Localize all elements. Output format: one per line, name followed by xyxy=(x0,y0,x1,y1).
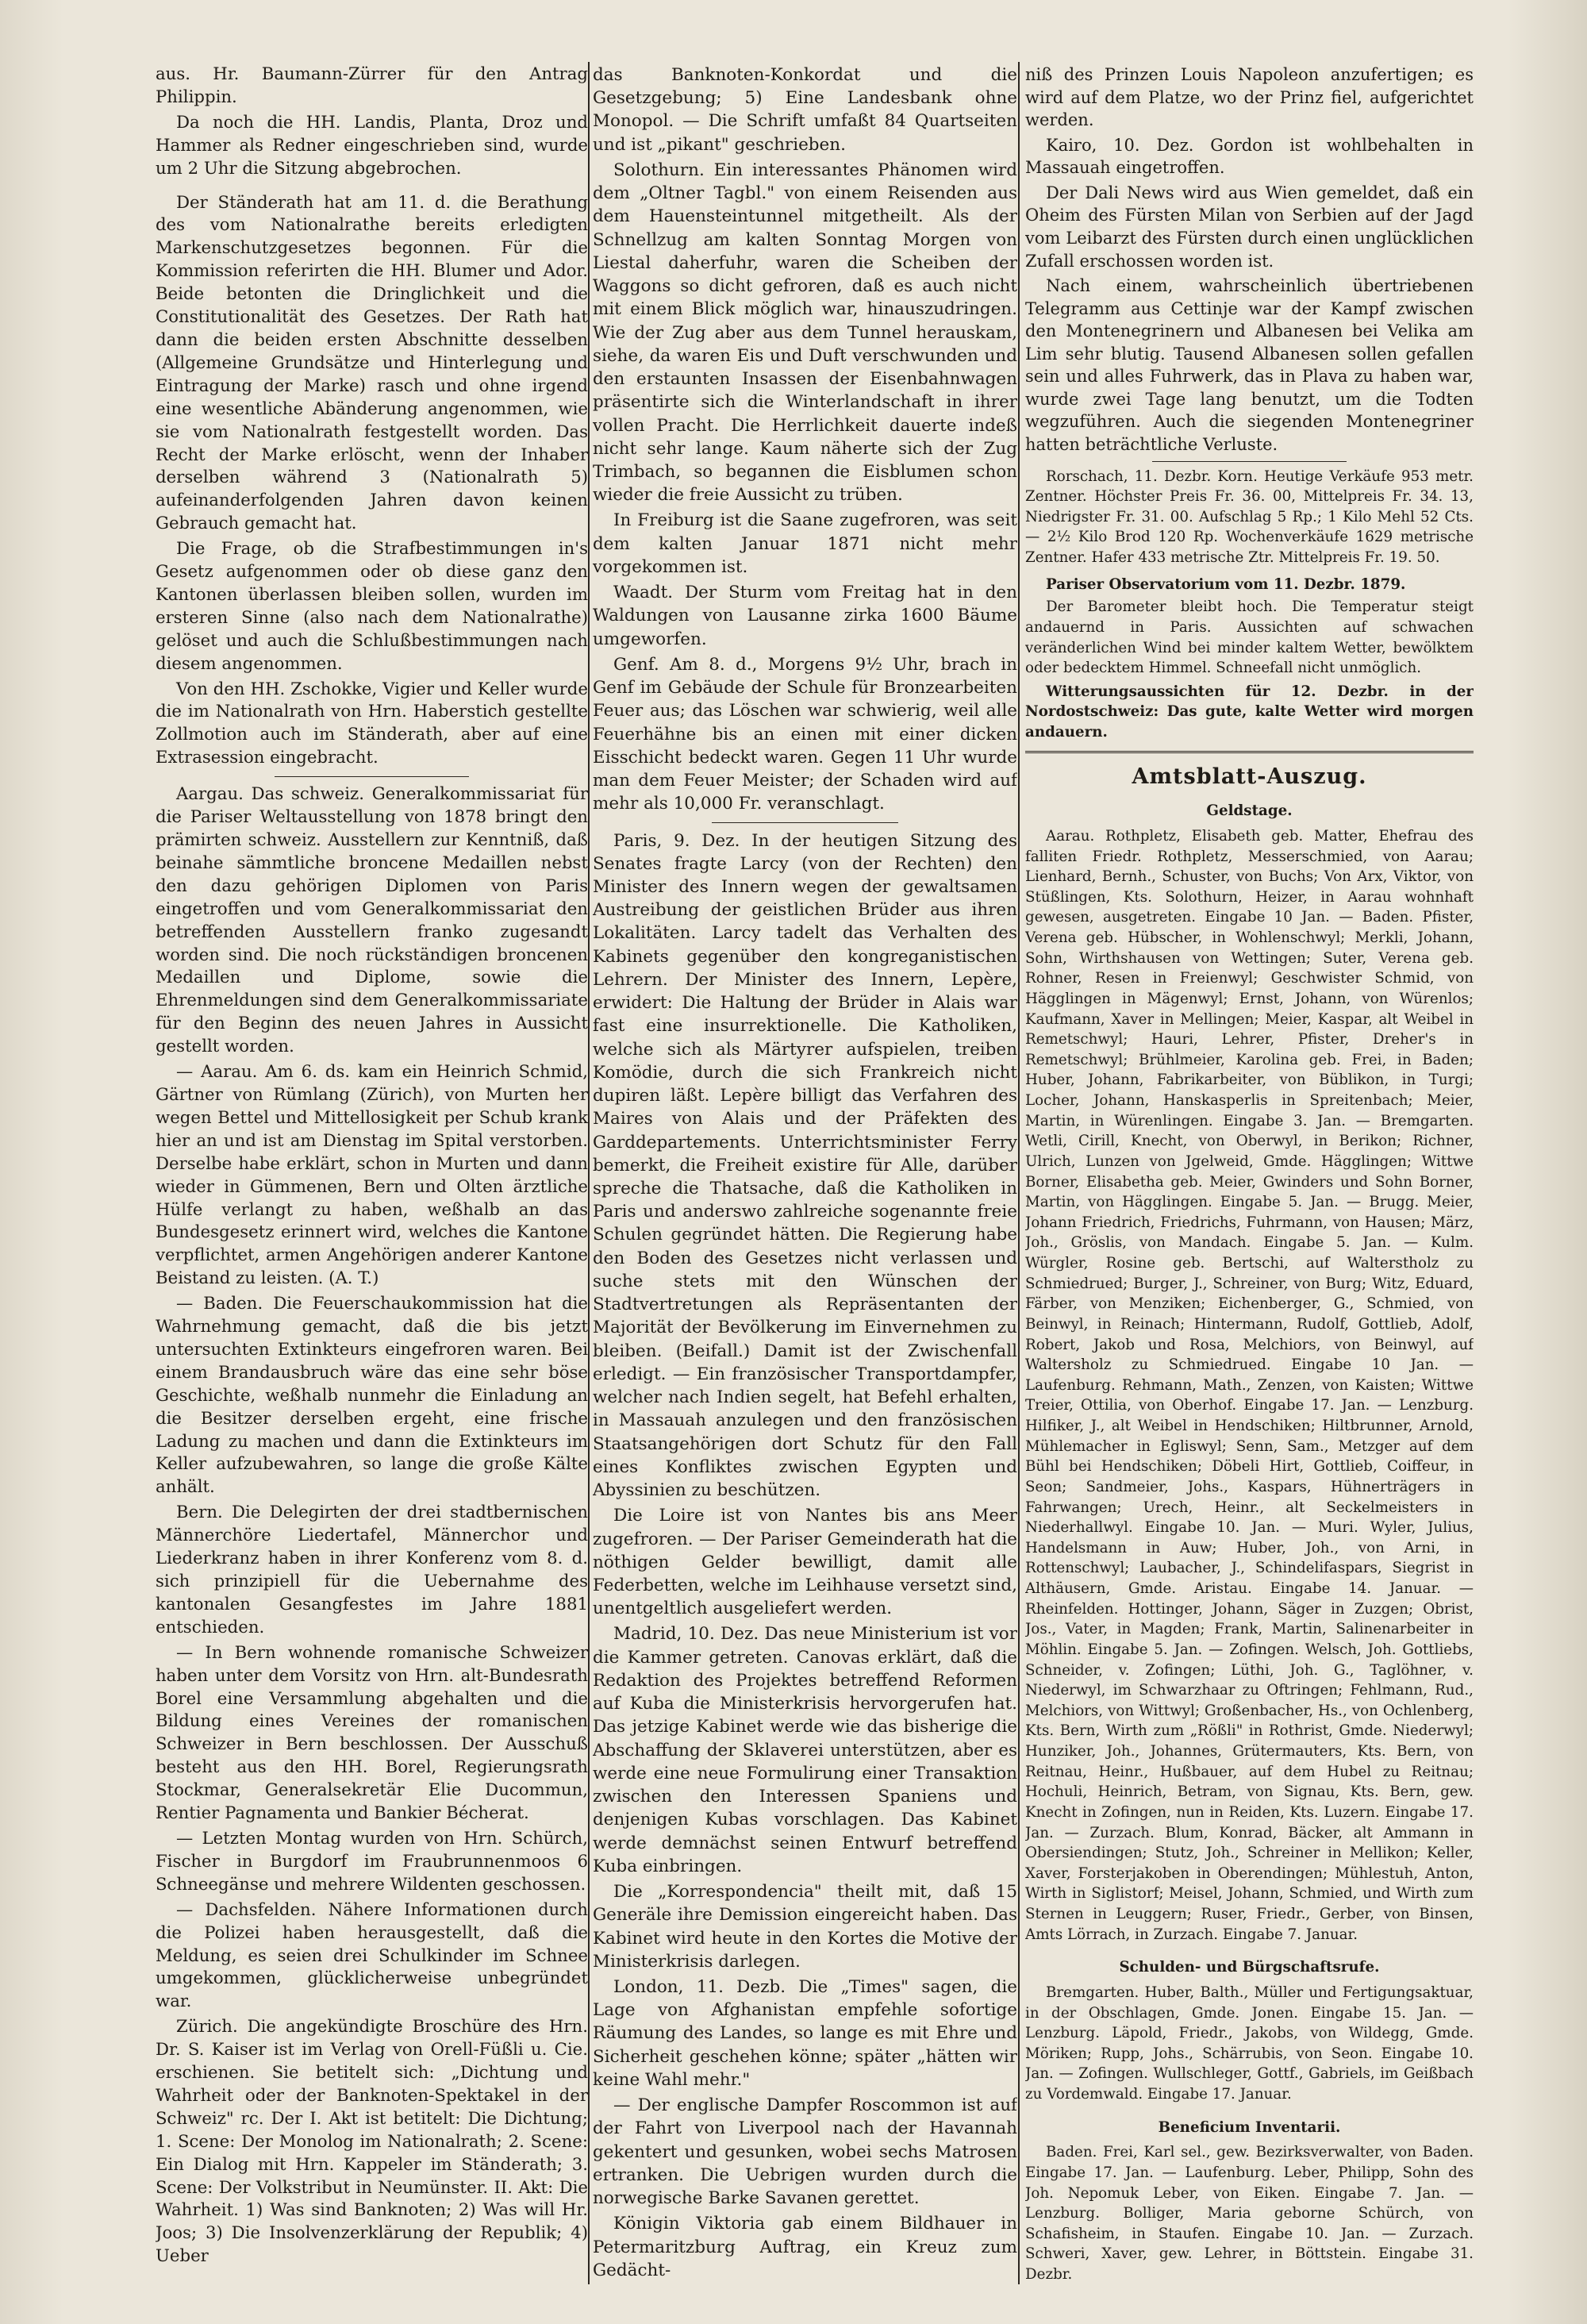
section-divider xyxy=(1025,751,1474,753)
section-divider xyxy=(712,822,898,823)
geldstage-title: Geldstage. xyxy=(1206,802,1293,820)
article-text: Bern. Die Delegirten der drei stadtbernischen Männerchöre Liedertafel, Männerchor und Liederkranz haben in ihrer Konferenz vom 8. d. sich prinzipiell für die Uebernahme des kantonalen Gesangfestes im Jahre 1881 entschieden. xyxy=(156,1503,588,1637)
article-text: Genf. Am 8. d., Morgens 9½ Uhr, brach in Genf im Gebäude der Schule für Bronzearbeiten Feuer aus; das Löschen war schwierig, weil alle Feuerhähne bis an einen mit einer dicken Eisschicht bedeckt waren. Gegen 11 Uhr wurde man dem Feuer Meister; der Schaden wird auf mehr als 10,000 Fr. veranschlagt. xyxy=(593,654,1017,814)
beneficium-text: Baden. Frei, Karl sel., gew. Bezirksverwalter, von Baden. Eingabe 17. Jan. — Laufenburg. Leber, Philipp, Sohn des Joh. Nepomuk Leber, von Eiken. Eingabe 7. Jan. — Lenzburg. Bolliger, Maria geborne Schürch, von Schafisheim, in Staufen. Eingabe 10. Jan. — Zurzach. Schweri, Xaver, gew. Lehrer, in Böttstein. Eingabe 31. Dezbr. xyxy=(1025,2144,1474,2283)
article-text: Solothurn. Ein interessantes Phänomen wird dem „Oltner Tagbl." von einem Reisenden aus dem Hauensteintunnel mitgetheilt. Als der Schnellzug am kalten Sonntag Morgen von Liestal daherfuhr, waren die Scheiben der Waggons so dicht gefroren, daß es auch nicht mit einem Blick möglich war, hinauszudringen. Wie der Zug aber aus dem Tunnel herauskam, siehe, da waren Eis und Duft verschwunden und den erstaunten Insassen der Eisenbahnwagen präsentirte sich die Winterlandschaft in ihrer vollen Pracht. Die Herrlichkeit dauerte indeß nicht sehr lange. Kaum näherte sich der Zug Trimbach, so begannen die Eisblumen schon wieder die freie Aussicht zu trüben. xyxy=(593,160,1017,506)
article-text: Von den HH. Zschokke, Vigier und Keller wurde die im Nationalrath von Hrn. Haberstich gestellte Zollmotion auch im Ständerath, aber auf eine Extrasession eingebracht. xyxy=(156,679,588,768)
beneficium-title: Beneficium Inventarii. xyxy=(1158,2118,1341,2136)
weather-forecast: Witterungsaussichten für 12. Dezbr. in der Nordostschweiz: Das gute, kalte Wetter wird morgen andauern. xyxy=(1025,683,1474,741)
article-text: aus. Hr. Baumann-Zürrer für den Antrag Philippin. xyxy=(156,64,588,107)
article-text: — Der englische Dampfer Roscommon ist auf der Fahrt von Liverpool nach der Havannah gekentert und gesunken, wobei sechs Matrosen ertranken. Die Uebrigen wurden durch die norwegische Barke Savanen gerettet. xyxy=(593,2095,1017,2209)
article-text: Nach einem, wahrscheinlich übertriebenen Telegramm aus Cettinje war der Kampf zwischen den Montenegrinern und Albanesen bei Velika am Lim sehr blutig. Tausend Albanesen sollen gefallen sein und alles Fuhrwerk, das in Plava zu haben war, wurde zwei Tage lang benutzt, um die Todten wegzuführen. Auch die siegenden Montenegriner hatten beträchtliche Verluste. xyxy=(1025,276,1474,454)
amtsblatt-title: Amtsblatt-Auszug. xyxy=(1132,764,1367,789)
article-text: Zürich. Die angekündigte Broschüre des Hrn. Dr. S. Kaiser ist im Verlag von Orell-Füßli u. Cie. erschienen. Sie betitelt sich: „Dichtung und Wahrheit oder der Banknoten-Spektakel in der Schweiz" rc. Der I. Akt ist betitelt: Die Dichtung; 1. Scene: Der Monolog im Nationalrath; 2. Scene: Ein Dialog mit Hrn. Kappeler im Ständerath; 3. Scene: Der Volkstribut in Neumünster. II. Akt: Die Wahrheit. 1) Was sind Banknoten; 2) Was will Hr. Joos; 3) Die Insolvenzerklärung der Republik; 4) Ueber xyxy=(156,2017,588,2267)
article-text: Waadt. Der Sturm vom Freitag hat in den Waldungen von Lausanne zirka 1600 Bäume umgeworfen. xyxy=(593,583,1017,649)
article-text: Die Loire ist von Nantes bis ans Meer zugefroren. — Der Pariser Gemeinderath hat die nöthigen Gelder bewilligt, damit alle Federbetten, welche im Leihhause versetzt sind, unentgeltlich ausgeliefert werden. xyxy=(593,1506,1017,1619)
section-divider xyxy=(275,776,469,777)
article-text: London, 11. Dezb. Die „Times" sagen, die Lage von Afghanistan empfehle sofortige Räumung des Landes, so lange es mit Ehre und Sicherheit geschehen könne; später „hätten wir keine Wahl mehr." xyxy=(593,1976,1017,2090)
observatory-report: Der Barometer bleibt hoch. Die Temperatur steigt andauernd in Paris. Aussichten auf schwachen veränderlichen Wind bei minder kaltem Wetter, bewölktem oder bedecktem Himmel. Schneefall nicht unmöglich. xyxy=(1025,598,1474,677)
market-report: Rorschach, 11. Dezbr. Korn. Heutige Verkäufe 953 metr. Zentner. Höchster Preis Fr. 36. 00, Mittelpreis Fr. 34. 13, Niedrigster Fr. 31. 00. Aufschlag 5 Rp.; 1 Kilo Mehl 52 Cts. — 2½ Kilo Brod 120 Rp. Wochenverkäufe 1629 metrische Zentner. Hafer 433 metrische Ztr. Mittelpreis Fr. 19. 50. xyxy=(1025,467,1474,567)
article-text: In Freiburg ist die Saane zugefroren, was seit dem kalten Januar 1871 nicht mehr vorgekommen ist. xyxy=(593,510,1017,577)
article-text: Aargau. Das schweiz. Generalkommissariat für die Pariser Weltausstellung von 1878 bringt den prämirten schweiz. Ausstellern zur Kenntniß, daß beinahe sämmtliche broncene Medaillen nebst den dazu gehörigen Diplomen von Paris eingetroffen und vom Generalkommissariat den betreffenden Ausstellern franko zugesandt worden sind. Die noch rückständigen broncenen Medaillen und Diplome, sowie die Ehrenmeldungen sind dem Generalkommissariate für den Beginn des neuen Jahres in Aussicht gestellt worden. xyxy=(156,784,588,1057)
schulden-title: Schulden- und Bürgschaftsrufe. xyxy=(1119,1959,1380,1976)
article-text: niß des Prinzen Louis Napoleon anzufertigen; es wird auf dem Platze, wo der Prinz fiel, aufgerichtet werden. xyxy=(1025,65,1474,130)
article-text: Paris, 9. Dez. In der heutigen Sitzung des Senates fragte Larcy (von der Rechten) den Minister des Innern wegen der gewaltsamen Austreibung der geistlichen Brüder aus ihren Lokalitäten. Larcy tadelt das Verhalten des Kabinets gegenüber den kongreganistischen Lehrern. Der Minister des Innern, Lepère, erwidert: Die Haltung der Brüder in Alais war fast eine insurrektionelle. Die Katholiken, welche sich als Märtyrer aufspielen, treiben Komödie, durch die sich Frankreich nicht dupiren läßt. Lepère billigt das Verfahren des Maires von Alais und der Präfekten des Garddepartements. Unterrichtsminister Ferry bemerkt, die Freiheit existire für Alle, darüber spreche die Thatsache, daß die Katholiken in Paris und anderswo zahlreiche sogenannte freie Schulen gegründet hätten. Die Regierung habe den Boden des Gesetzes nicht verlassen und suche stets mit den Wünschen der Stadtvertretungen als Repräsentanten der Majorität der Bevölkerung im Einvernehmen zu bleiben. (Beifall.) Damit ist der Zwischenfall erledigt. — Ein französischer Transportdampfer, welcher nach Indien segelt, hat Befehl erhalten, in Massauah anzulegen und den französischen Staatsangehörigen dort Schutz für den Fall eines Konfliktes zwischen Egypten und Abyssinien zu beschützen. xyxy=(593,830,1017,1501)
article-text: Der Dali News wird aus Wien gemeldet, daß ein Oheim des Fürsten Milan von Serbien auf der Jagd vom Leibarzt des Fürsten durch einen unglücklichen Zufall erschossen worden ist. xyxy=(1025,183,1474,271)
column-rule xyxy=(1018,62,1020,2284)
article-text: Königin Viktoria gab einem Bildhauer in Petermaritzburg Auftrag, ein Kreuz zum Gedächt- xyxy=(593,2214,1017,2280)
article-text: — Baden. Die Feuerschaukommission hat die Wahrnehmung gemacht, daß die bis jetzt untersuchten Extinkteurs eingefroren waren. Bei einem Brandausbruch wäre das eine sehr böse Geschichte, weßhalb nunmehr die Einladung an die Besitzer derselben ergeht, eine frische Ladung zu machen und dann die Extinkteurs im Keller aufzubewahren, so lange die große Kälte anhält. xyxy=(156,1294,588,1498)
column-1 xyxy=(156,63,588,2310)
article-text: — In Bern wohnende romanische Schweizer haben unter dem Vorsitz von Hrn. alt-Bundesrath Borel eine Versammlung abgehalten und die Bildung eines Vereines der romanischen Schweizer in Bern beschlossen. Der Ausschuß besteht aus den HH. Borel, Regierungsrath Stockmar, Generalsekretär Elie Ducommun, Rentier Pagnamenta und Bankier Bécherat. xyxy=(156,1642,588,1824)
section-divider xyxy=(1152,461,1347,462)
column-2 xyxy=(593,63,1017,2310)
observatory-title: Pariser Observatorium vom 11. Dezbr. 1879. xyxy=(1046,575,1406,593)
article-text: das Banknoten-Konkordat und die Gesetzgebung; 5) Eine Landesbank ohne Monopol. — Die Schrift umfaßt 84 Quartseiten und ist „pikant" geschrieben. xyxy=(593,65,1017,155)
article-text: — Aarau. Am 6. ds. kam ein Heinrich Schmid, Gärtner von Rümlang (Zürich), von Murten her wegen Bettel und Mittellosigkeit per Schub krank hier an und ist am Dienstag im Spital verstorben. Derselbe habe erklärt, schon in Murten und dann wieder in Gümmenen, Bern und Olten ärztliche Hülfe verlangt zu haben, weßhalb an das Bundesgesetz erinnert wird, welches die Kantone verpflichtet, armen Angehörigen anderer Kantone Beistand zu leisten. (A. T.) xyxy=(156,1062,588,1289)
article-text: Der Ständerath hat am 11. d. die Berathung des vom Nationalrathe bereits erledigten Markenschutzgesetzes begonnen. Für die Kommission referirten die HH. Blumer und Ador. Beide betonten die Dringlichkeit und die Constitutionalität des Gesetzes. Der Rath hat dann die beiden ersten Abschnitte desselben (Allgemeine Grundsätze und Hinterlegung und Eintragung der Marke) rasch und ohne irgend eine wesentliche Abänderung angenommen, wie sie vom Nationalrath festgestellt worden. Das Recht der Marke erlöscht, wenn der Inhaber derselben während 3 (Nationalrath 5) aufeinanderfolgenden Jahren davon keinen Gebrauch gemacht hat. xyxy=(156,192,588,534)
article-text: — Dachsfelden. Nähere Informationen durch die Polizei haben herausgestellt, daß die Meldung, es seien drei Schulkinder im Schnee umgekommen, glücklicherweise unbegründet war. xyxy=(156,1899,588,2012)
article-text: Kairo, 10. Dez. Gordon ist wohlbehalten in Massauah eingetroffen. xyxy=(1025,135,1474,178)
article-text: Die Frage, ob die Strafbestimmungen in's Gesetz aufgenommen oder ob diese ganz den Kantonen überlassen bleiben sollen, wurden im ersteren Sinne (also nach dem Nationalrathe) gelöset und auch die Schlußbestimmungen nach diesem angenommen. xyxy=(156,539,588,674)
article-text: Da noch die HH. Landis, Planta, Droz und Hammer als Redner eingeschrieben sind, wurde um 2 Uhr die Sitzung abgebrochen. xyxy=(156,112,588,179)
schulden-text: Bremgarten. Huber, Balth., Müller und Fertigungsaktuar, in der Obschlagen, Gmde. Jonen. Eingabe 15. Jan. — Lenzburg. Läpold, Friedr., Jakobs, von Wildegg, Gmde. Möriken; Rupp, Johs., Schärrubis, von Seon. Eingabe 10. Jan. — Zofingen. Wullschleger, Gottf., Gabriels, im Geißbach zu Vordemwald. Eingabe 17. Januar. xyxy=(1025,1983,1474,2103)
column-rule xyxy=(588,62,590,2284)
geldstage-text: Aarau. Rothpletz, Elisabeth geb. Matter, Ehefrau des falliten Friedr. Rothpletz, Messerschmied, von Aarau; Lienhard, Bernh., Schuster, von Buchs; Von Arx, Viktor, von Stüßlingen, Kts. Solothurn, Heizer, in Aarau wohnhaft gewesen, ausgetreten. Eingabe 10 Jan. — Baden. Pfister, Verena geb. Hübscher, in Wohlenschwyl; Merkli, Johann, Sohn, Wirthshausen von Wettingen; Suter, Verena geb. Rohner, Resen in Freienwyl; Geschwister Schmid, von Hägglingen in Mägenwyl; Ernst, Johann, von Würenlos; Kaufmann, Xaver in Mellingen; Meier, Kaspar, alt Weibel in Remetschwyl; Hauri, Lehrer, Pfister, Dreher's in Remetschwyl; Brühlmeier, Karolina geb. Frei, in Baden; Huber, Johann, Fabrikarbeiter, von Büblikon, in Turgi; Locher, Johann, Hanskasperlis in Spreitenbach; Meier, Martin, in Würenlingen. Eingabe 3. Jan. — Bremgarten. Wetli, Cirill, Knecht, von Oberwyl, in Berikon; Richner, Ulrich, Lunzen von Jgelweid, Gmde. Hägglingen; Wittwe Borner, Elisabetha geb. Meier, Gwinders und Sohn Borner, Martin, von Hägglingen. Eingabe 5. Jan. — Brugg. Meier, Johann Friedrich, Friedrichs, Fuhrmann, von Hausen; März, Joh., Gröslis, von Mandach. Eingabe 5. Jan. — Kulm. Würgler, Rosine geb. Bertschi, auf Walterstholz zu Schmiedrued; Burger, J., Schreiner, von Burg; Witz, Eduard, Färber, von Menziken; Eichenberger, G., Schmied, von Beinwyl, in Reinach; Hintermann, Rudolf, Gottlieb, Adolf, Robert, Jakob und Rosa, Melchiors, von Beinwyl, auf Waltersholz zu Schmiedrued. Eingabe 10 Jan. — Laufenburg. Rehmann, Math., Zenzen, von Kaisten; Wittwe Treier, Ottilia, von Oberhof. Eingabe 17. Jan. — Lenzburg. Hilfiker, J., alt Weibel in Hendschiken; Hiltbrunner, Arnold, Mühlemacher in Egliswyl; Senn, Sam., Metzger auf dem Bühl bei Hendschiken; Döbeli Hirt, Gottlieb, Coiffeur, in Seon; Sandmeier, Johs., Kaspars, Hühnerträgers in Fahrwangen; Urech, Heinr., alt Seckelmeisters in Niederhallwyl. Eingabe 10. Jan. — Muri. Wyler, Julius, Handelsmann in Auw; Huber, Joh., von Arni, in Rottenschwyl; Laubacher, J., Schindelifaspars, Siegrist in Althäusern, Gmde. Aristau. Eingabe 14. Januar. — Rheinfelden. Hottinger, Johann, Säger in Zuzgen; Obrist, Jos., Vater, in Magden; Frank, Martin, Salinenarbeiter in Möhlin. Eingabe 5. Jan. — Zofingen. Welsch, Joh. Gottliebs, Schneider, v. Zofingen; Lüthi, Joh. G., Taglöhner, v. Niederwyl, im Schwarzhaar zu Oftringen; Fehlmann, Rud., Melchiors, von Wittwyl; Großenbacher, Hs., von Ochlenberg, Kts. Bern, Wirth zum „Rößli" in Rothrist, Gmde. Niederwyl; Hunziker, Joh., Johannes, Grütermauters, Kts. Bern, von Reitnau, Heinr., Hußbauer, auf dem Hubel zu Reitnau; Hochuli, Heinrich, Betram, von Signau, Kts. Bern, gew. Knecht in Zofingen, nun in Reiden, Kts. Luzern. Eingabe 17. Jan. — Zurzach. Blum, Konrad, Bäcker, alt Ammann in Obersiendingen; Stutz, Joh., Schreiner in Mellikon; Keller, Xaver, Forsterjakoben in Oberendingen; Mühlestuh, Anton, Wirth in Siglistorf; Meisel, Johann, Schmied, und Wirth zum Sternen in Leuggern; Ruser, Friedr., Gerber, von Binsen, Amts Lörrach, in Zurzach. Eingabe 7. Januar. xyxy=(1025,827,1474,1943)
article-text: Die „Korrespondencia" theilt mit, daß 15 Generäle ihre Demission eingereicht haben. Das Kabinet wird heute in den Kortes die Motive der Ministerkrisis darlegen. xyxy=(593,1882,1017,1972)
column-3 xyxy=(1025,63,1474,2310)
article-text: Madrid, 10. Dez. Das neue Ministerium ist vor die Kammer getreten. Canovas erklärt, daß die Redaktion des Projektes betreffend Reformen auf Kuba die Ministerkrisis hervorgerufen hat. Das jetzige Kabinet werde wie das bisherige die Abschaffung der Sklaverei unterstützen, aber es werde eine neue Formulirung einer Transaktion zwischen den Interessen Spaniens und denjenigen Kubas vorschlagen. Das Kabinet werde demnächst seinen Entwurf betreffend Kuba einbringen. xyxy=(593,1624,1017,1876)
article-text: — Letzten Montag wurden von Hrn. Schürch, Fischer in Burgdorf im Fraubrunnenmoos 6 Schneegänse und mehrere Wildenten geschossen. xyxy=(156,1828,588,1895)
